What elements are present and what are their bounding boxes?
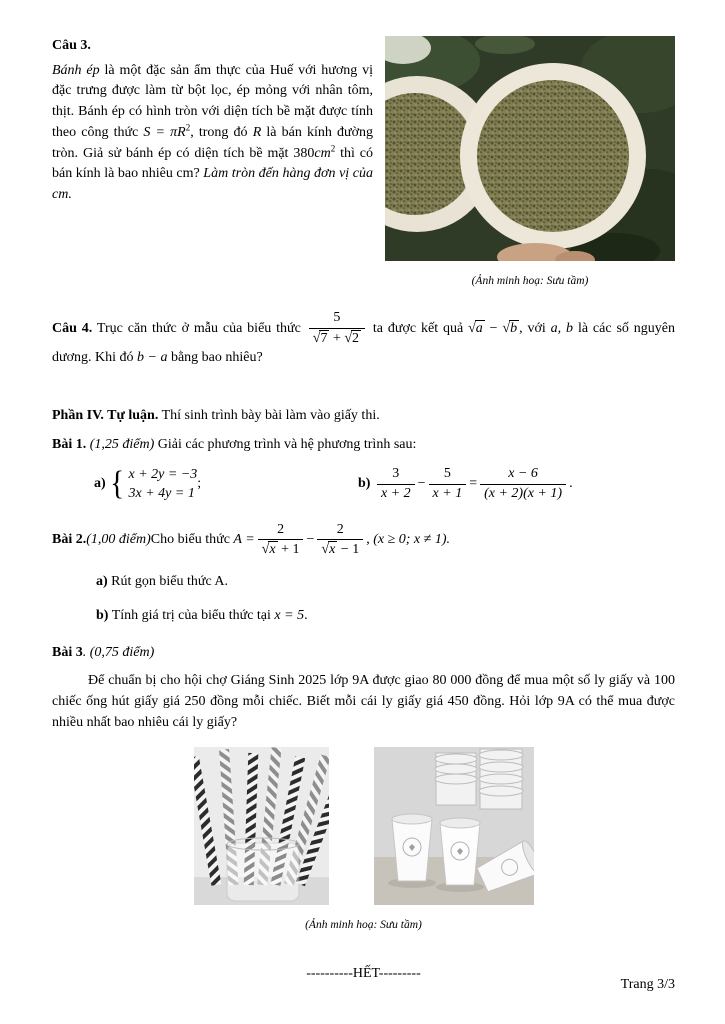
problem-1-instruction: Giải các phương trình và hệ phương trình sau: (154, 437, 417, 453)
problem-2-points: (1,00 điểm) (86, 531, 151, 547)
question-4-label: Câu 4. (52, 321, 93, 337)
photo-credit: (Ảnh minh hoạ: Sưu tầm) (471, 275, 589, 287)
banh-ep-figure (385, 36, 675, 290)
problem-1a (94, 466, 358, 504)
banh-ep-photo (385, 36, 675, 261)
period: . (304, 607, 308, 623)
period: . (569, 476, 573, 492)
problem-3-label: Bài 3 (52, 644, 83, 660)
rounding-note: Làm tròn đến hàng đơn vị của cm. (52, 166, 373, 203)
problem-2b-text: Tính giá trị của biểu thức tại (108, 607, 275, 623)
problem-1-equations (52, 466, 675, 504)
problem-1b (358, 466, 573, 503)
fraction-2: $\frac{5}{x + 1}$ (429, 466, 467, 503)
minus-operator: − (484, 321, 503, 337)
system-brace: { (110, 465, 125, 503)
q4-text-2: ta được kết quả (368, 321, 469, 337)
q3-text-1: là một đặc sản ẩm thực của Huế với hương vị đặc trưng được làm từ bột lọc, ép mỏng với nhân tôm, thịt. Bánh ép có hình tròn với diện tích bề mặt được tính theo công thức (52, 62, 374, 140)
part-4-instruction: Thí sinh trình bày bài làm vào giấy thi. (158, 408, 380, 424)
paper-cups-photo (374, 747, 534, 905)
sqrt-7: √7 (312, 330, 328, 346)
denominator (309, 329, 365, 348)
q3-text-3: là bán kính đường tròn. Giả sử bánh ép có diện tích bề mặt (52, 124, 373, 161)
part-4-header (52, 406, 675, 427)
comma: , (366, 531, 370, 547)
q3-text-4: thì có bán kính là bao nhiêu cm? (52, 145, 374, 182)
radical-sign: √ (344, 330, 353, 346)
radical-sign: √ (468, 321, 476, 337)
problem-3-photos (52, 747, 675, 905)
area-value: 380 (293, 145, 315, 161)
radical-sign: √ (312, 330, 321, 346)
part-4-label: Phần IV. Tự luận. (52, 408, 159, 424)
exponent: 2 (185, 122, 191, 133)
problem-3-text: Để chuẩn bị cho hội chợ Giáng Sinh 2025 lớp 9A được giao 80 000 đồng để mua một số ly giấy và 100 chiếc ống hút giấy giá 250 đồng mỗi chiếc. Biết mỗi cái ly giấy giá 450 đồng. Hỏi lớp 9A có thể mua được nhiều nhất bao nhiêu cái ly giấy? (52, 673, 675, 730)
integer-variables: a, b (550, 321, 574, 337)
problem-2a (96, 572, 675, 593)
fraction-1: $\frac{3}{x + 2}$ (377, 466, 415, 503)
question-3-label: Câu 3. (52, 38, 91, 53)
sqrt-x: √x (321, 542, 336, 558)
fraction-rationalize (309, 310, 365, 348)
q4-text-3: , với (519, 321, 551, 337)
item-a-label: a) (96, 574, 108, 590)
expression-A: A = (233, 531, 255, 547)
problem-1-label: Bài 1. (52, 437, 87, 453)
x-equals-5: x = 5 (274, 607, 305, 623)
minus-operator: − (306, 531, 315, 547)
system-equation-2: 3x + 4y = 1 (128, 485, 195, 501)
fraction-A1: $\frac{2}{√x + 1}$ (258, 522, 304, 560)
term-banh-ep: Bánh ép (52, 62, 100, 78)
sqrt-a: √a (468, 321, 483, 337)
radical-sign: √ (261, 542, 270, 558)
problem-3-header (52, 643, 675, 664)
item-b-label: b) (96, 607, 109, 623)
exponent: 2 (330, 142, 336, 153)
problem-1-header (52, 435, 675, 456)
semicolon: ; (197, 476, 202, 492)
plus-operator: + (329, 330, 345, 346)
area-unit: cm (314, 145, 331, 161)
question-4 (52, 310, 675, 368)
item-a-label: a) (94, 476, 106, 492)
radical-sign: √ (502, 321, 511, 337)
fraction-3: $\frac{x - 6}{(x + 2)(x + 1)}$ (480, 466, 566, 503)
q3-text-2: , trong đó (190, 124, 253, 140)
question-3 (52, 36, 675, 294)
b-minus-a: b − a (137, 349, 168, 365)
problem-2b (96, 606, 675, 627)
numerator: 5 (309, 310, 365, 329)
problem-2-text: Cho biểu thức (150, 531, 230, 547)
sqrt-2: √2 (344, 330, 360, 346)
problem-1-points: (1,25 điểm) (86, 437, 155, 453)
domain-condition: (x ≥ 0; x ≠ 1). (373, 531, 450, 547)
paper-straws-photo (194, 747, 329, 905)
rational-equation (374, 466, 573, 503)
fraction-A2: $\frac{2}{√x - 1}$ (317, 522, 363, 560)
system-equation-1: x + 2y = −3 (128, 466, 198, 482)
minus-operator: − (417, 476, 426, 492)
sqrt-b: √b (502, 321, 518, 337)
item-b-label: b) (358, 476, 371, 492)
equation-system (109, 466, 197, 504)
photo-credit: (Ảnh minh hoạ: Sưu tầm) (305, 919, 422, 932)
problem-2a-text: Rút gọn biểu thức A. (107, 574, 229, 590)
problem-2-header (52, 522, 675, 560)
q4-text-1: Trục căn thức ở mẫu của biểu thức (92, 321, 306, 337)
end-marker: ----------HẾT--------- (306, 966, 421, 982)
problem-3-points: . (0,75 điểm) (82, 644, 155, 660)
problem-2-label: Bài 2. (52, 531, 87, 547)
q4-text-4: là các số nguyên dương. Khi đó (52, 321, 675, 365)
surface-formula: S = πR (143, 124, 186, 140)
page-number: Trang 3/3 (620, 977, 675, 993)
radical-sign: √ (321, 542, 330, 558)
q4-text-5: bằng bao nhiêu? (167, 349, 263, 365)
equals-operator: = (469, 476, 478, 492)
radius-variable: R (252, 124, 262, 140)
sqrt-x: √x (261, 542, 276, 558)
